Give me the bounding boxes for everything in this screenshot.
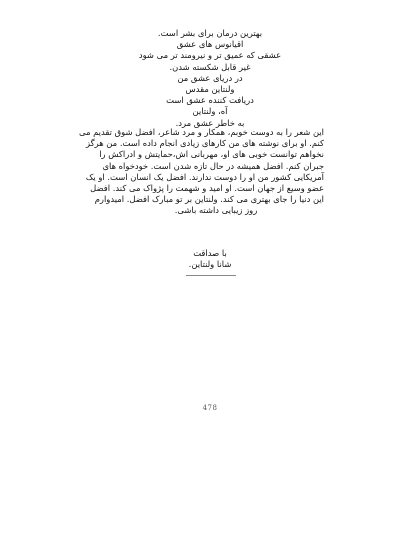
- poem-line: ولنتاین مقدس: [185, 84, 235, 95]
- signoff-closing: با صداقت: [193, 248, 227, 258]
- poem-block: [60, 28, 360, 129]
- poem-line: اقیانوس های عشق: [176, 39, 244, 50]
- poem-line: آه، ولنتاین: [192, 106, 228, 117]
- paragraph-line: جبران کنم. افضل همیشه در حال تازه شدن است. خودخواه های: [102, 160, 324, 171]
- paragraph-line: روز زیبایی داشته باشی.: [174, 205, 258, 216]
- signoff-author: شانا ولنتاین.: [188, 259, 232, 270]
- page-number: 478: [202, 404, 218, 412]
- poem-line: غیر قابل شکسته شدن.: [169, 61, 251, 72]
- paragraph-line: آمریکایی کشور من او را دوست ندارند. افضل یک انسان است. او یک: [85, 171, 324, 182]
- paragraph-line: نخواهم توانست خوبی های او، مهربانی اش،حمایتش و ادراکش را: [99, 149, 324, 160]
- poem-line: در دریای عشق من: [177, 72, 243, 83]
- dedication-paragraph: [78, 127, 324, 217]
- paragraph-line: عضو وسیع از جهان است. او امید و شهمت را پژواک می کند. افضل: [90, 183, 324, 194]
- section-divider: [186, 275, 236, 276]
- signoff-block: [60, 248, 360, 270]
- paragraph-line: این دنیا را جای بهتری می کند. ولنتاین بر تو مبارک افضل. امیدوارم: [94, 194, 324, 205]
- poem-line: دریافت کننده عشق است: [166, 95, 254, 106]
- paragraph-line: این شعر را به دوست خوبم، همکار و مرد شاعر، افضل شوق تقدیم می: [78, 127, 324, 137]
- poem-line: عشقی که عمیق تر و نیرومند تر می شود: [138, 50, 282, 61]
- poem-line: بهترین درمان برای بشر است.: [157, 28, 263, 38]
- poem-line: به خاطر عشق مرد.: [175, 117, 245, 128]
- paragraph-line: کنم. او برای نوشته های من کارهای زیادی انجام داده است. من هرگز: [85, 138, 324, 149]
